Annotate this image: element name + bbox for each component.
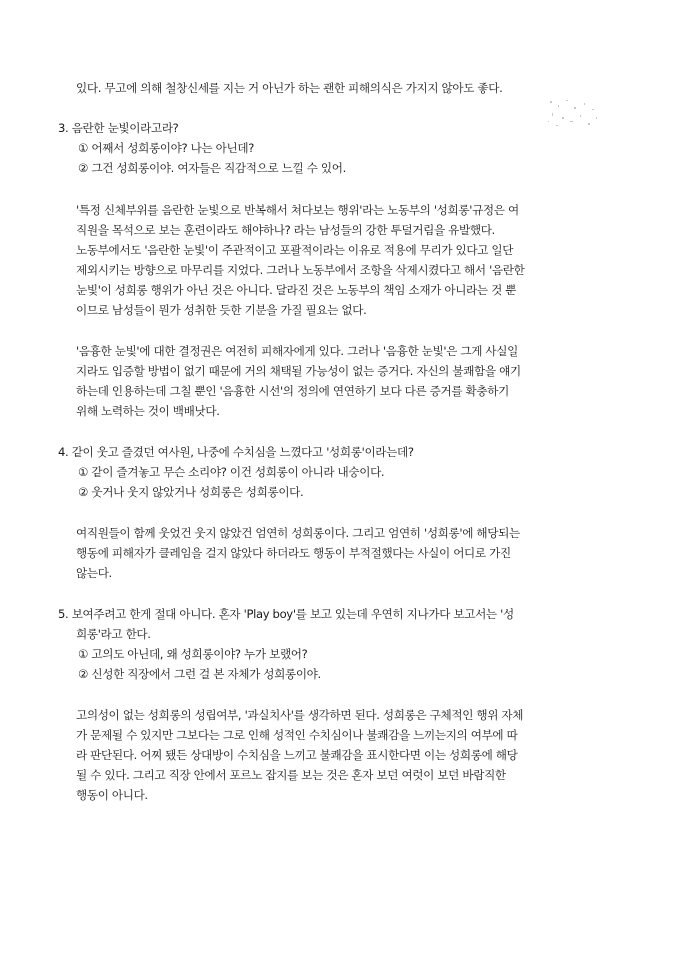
paragraph-line: 하는데 인용하는데 그칠 뿐인 '음흉한 시선'의 정의에 연연하기 보다 다른 증거를 확충하기: [76, 384, 509, 398]
paragraph-line: '특정 신체부위를 음란한 눈빛으로 반복해서 쳐다보는 행위'라는 노동부의 '성희롱'규정은 여: [76, 203, 519, 217]
option-1: ① 고의도 아닌데, 왜 성희롱이야? 누가 보랬어?: [78, 647, 308, 661]
section-heading-continued: 희롱'라고 한다.: [76, 627, 151, 641]
section-heading: 3. 음란한 눈빛이라고라?: [58, 121, 179, 135]
intro-line: 있다. 무고에 의해 철창신세를 지는 거 아닌가 하는 괜한 피해의식은 가지지 않아도 좋다.: [76, 81, 503, 95]
section-heading: 5. 보여주려고 한게 절대 아니다. 혼자 'Play boy'를 보고 있는데 우연히 지나가다 보고서는 '성: [58, 607, 514, 621]
option-1: ① 같이 즐겨놓고 무슨 소리야? 이건 성희롱이 아니라 내숭이다.: [78, 465, 385, 479]
paragraph-line: 라 판단된다. 어찌 됐든 상대방이 수치심을 느끼고 불쾌감을 표시한다면 이는 성희롱에 해당: [76, 748, 518, 762]
paragraph-line: 가 문제될 수 있지만 그보다는 그로 인해 성적인 수치심이나 불쾌감을 느끼는지의 여부에 따: [76, 728, 518, 742]
section-heading: 4. 같이 웃고 즐겼던 여사원, 나중에 수치심을 느꼈다고 '성희롱'이라는데?: [58, 445, 414, 459]
paragraph-line: 여직원들이 함께 웃었건 웃지 않았건 엄연히 성희롱이다. 그리고 엄연히 '성희롱'에 해당되는: [76, 526, 520, 540]
scan-smudge: [544, 97, 604, 133]
paragraph-line: 이므로 남성들이 뭔가 성취한 듯한 기분을 가질 필요는 없다.: [76, 303, 367, 317]
paragraph-line: 직원을 목석으로 보는 훈련이라도 해야하나? 라는 남성들의 강한 투덜거림을 유발했다.: [76, 223, 495, 237]
option-1: ① 어째서 성희롱이야? 나는 아닌데?: [78, 141, 255, 155]
paragraph-line: 행동이 아니다.: [76, 788, 148, 802]
paragraph-line: 지라도 입증할 방법이 없기 때문에 거의 채택될 가능성이 없는 증거다. 자신의 불쾌함을 얘기: [76, 364, 521, 378]
paragraph-line: 제외시키는 방향으로 마무리를 지었다. 그러나 노동부에서 조항을 삭제시켰다고 해서 '음란한: [76, 263, 525, 277]
paragraph-line: 노동부에서도 '음란한 눈빛'이 주관적이고 포괄적이라는 이유로 적용에 무리가 있다고 일단: [76, 243, 514, 257]
paragraph-line: 될 수 있다. 그리고 직장 안에서 포르노 잡지를 보는 것은 혼자 보던 여럿이 보던 바람직한: [76, 768, 506, 782]
paragraph-line: 행동에 피해자가 클레임을 걸지 않았다 하더라도 행동이 부적절했다는 사실이 어디로 가진: [76, 546, 511, 560]
option-2: ② 웃거나 웃지 않았거나 성희롱은 성희롱이다.: [78, 485, 304, 499]
paragraph-line: 눈빛'이 성희롱 행위가 아닌 것은 아니다. 달라진 것은 노동부의 책임 소재가 아니라는 것 뿐: [76, 283, 517, 297]
paragraph-line: 않는다.: [76, 566, 112, 580]
paragraph-line: 고의성이 없는 성희롱의 성립여부, '과실치사'를 생각하면 된다. 성희롱은 구체적인 행위 자체: [76, 708, 524, 722]
option-2: ② 신성한 직장에서 그런 걸 본 자체가 성희롱이야.: [78, 667, 321, 681]
option-2: ② 그건 성희롱이야. 여자들은 직감적으로 느낄 수 있어.: [78, 161, 346, 175]
paragraph-line: 위해 노력하는 것이 백배낫다.: [76, 404, 220, 418]
paragraph-line: '음흉한 눈빛'에 대한 결정권은 여전히 피해자에게 있다. 그러나 '음흉한 눈빛'은 그게 사실일: [76, 344, 518, 358]
